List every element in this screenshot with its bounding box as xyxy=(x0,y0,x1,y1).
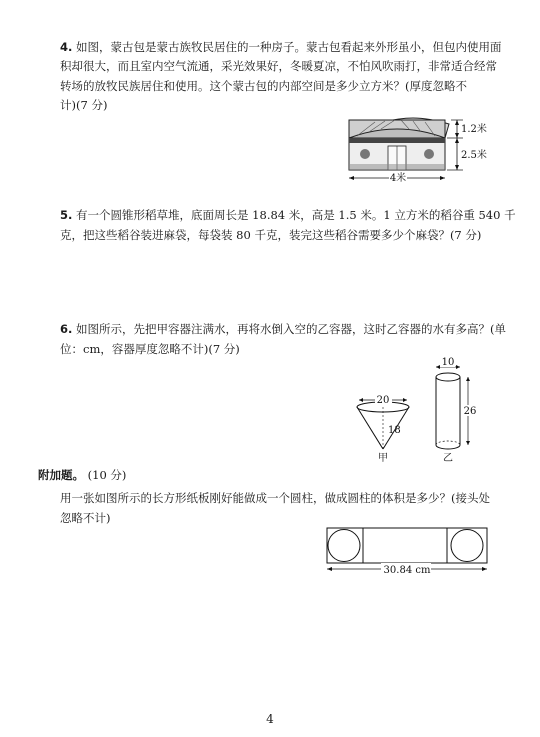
q4-line-3: 转场的放牧民族居住和使用。这个蒙古包的内部空间是多少立方米？(厚度忽略不 xyxy=(60,79,467,93)
q5-line-2: 克，把这些稻谷装进麻袋，每袋装 80 千克，装完这些稻谷需要多少个麻袋？(7 分) xyxy=(60,228,482,242)
q6-line-2: 位：cm，容器厚度忽略不计)(7 分) xyxy=(60,342,240,356)
cone-height-label: 18 xyxy=(388,425,401,436)
yurt-wall-height-label: 2.5米 xyxy=(461,150,487,161)
q5-number: 5. xyxy=(60,208,73,222)
yurt-diameter-label: 4米 xyxy=(389,173,407,184)
q5-text-1: 有一个圆锥形稻草堆，底面周长是 18.84 米，高是 1.5 米。1 立方米的稻谷重 540 千 xyxy=(76,208,516,222)
q6-line-1 xyxy=(60,320,506,339)
cardboard-length-label: 30.84 cm xyxy=(383,565,431,576)
page-number: 4 xyxy=(266,712,274,726)
cone-name-label: 甲 xyxy=(378,453,388,464)
cylinder-name-label: 乙 xyxy=(443,453,453,464)
bonus-points: (10 分) xyxy=(87,468,127,482)
q4-line-2: 积却很大，而且室内空气流通，采光效果好，冬暖夏凉，不怕风吹雨打，非常适合经常 xyxy=(60,59,497,73)
q4-number: 4. xyxy=(60,40,73,54)
bonus-line-2: 忽略不计) xyxy=(60,511,111,525)
q6-number: 6. xyxy=(60,322,73,336)
q4-line-1 xyxy=(60,38,502,57)
q4-line-4: 计)(7 分) xyxy=(60,98,108,112)
cone-diameter-label: 20 xyxy=(376,395,390,406)
yurt-roof-height-label: 1.2米 xyxy=(461,124,487,135)
bonus-line-1: 用一张如图所示的长方形纸板刚好能做成一个圆柱，做成圆柱的体积是多少？(接头处 xyxy=(60,491,490,505)
bonus-header xyxy=(38,466,126,485)
cylinder-height-label: 26 xyxy=(463,406,477,417)
cylinder-diameter-label: 10 xyxy=(441,357,455,368)
containers-figure xyxy=(350,355,490,465)
q5-line-1 xyxy=(60,206,516,225)
q4-text-1: 如图，蒙古包是蒙古族牧民居住的一种房子。蒙古包看起来外形虽小，但包内使用面 xyxy=(76,40,502,54)
q6-text-1: 如图所示，先把甲容器注满水，再将水倒入空的乙容器，这时乙容器的水有多高？(单 xyxy=(76,322,507,336)
bonus-title: 附加题。 xyxy=(38,468,84,482)
yurt-figure xyxy=(345,116,515,188)
cardboard-figure xyxy=(325,527,490,575)
